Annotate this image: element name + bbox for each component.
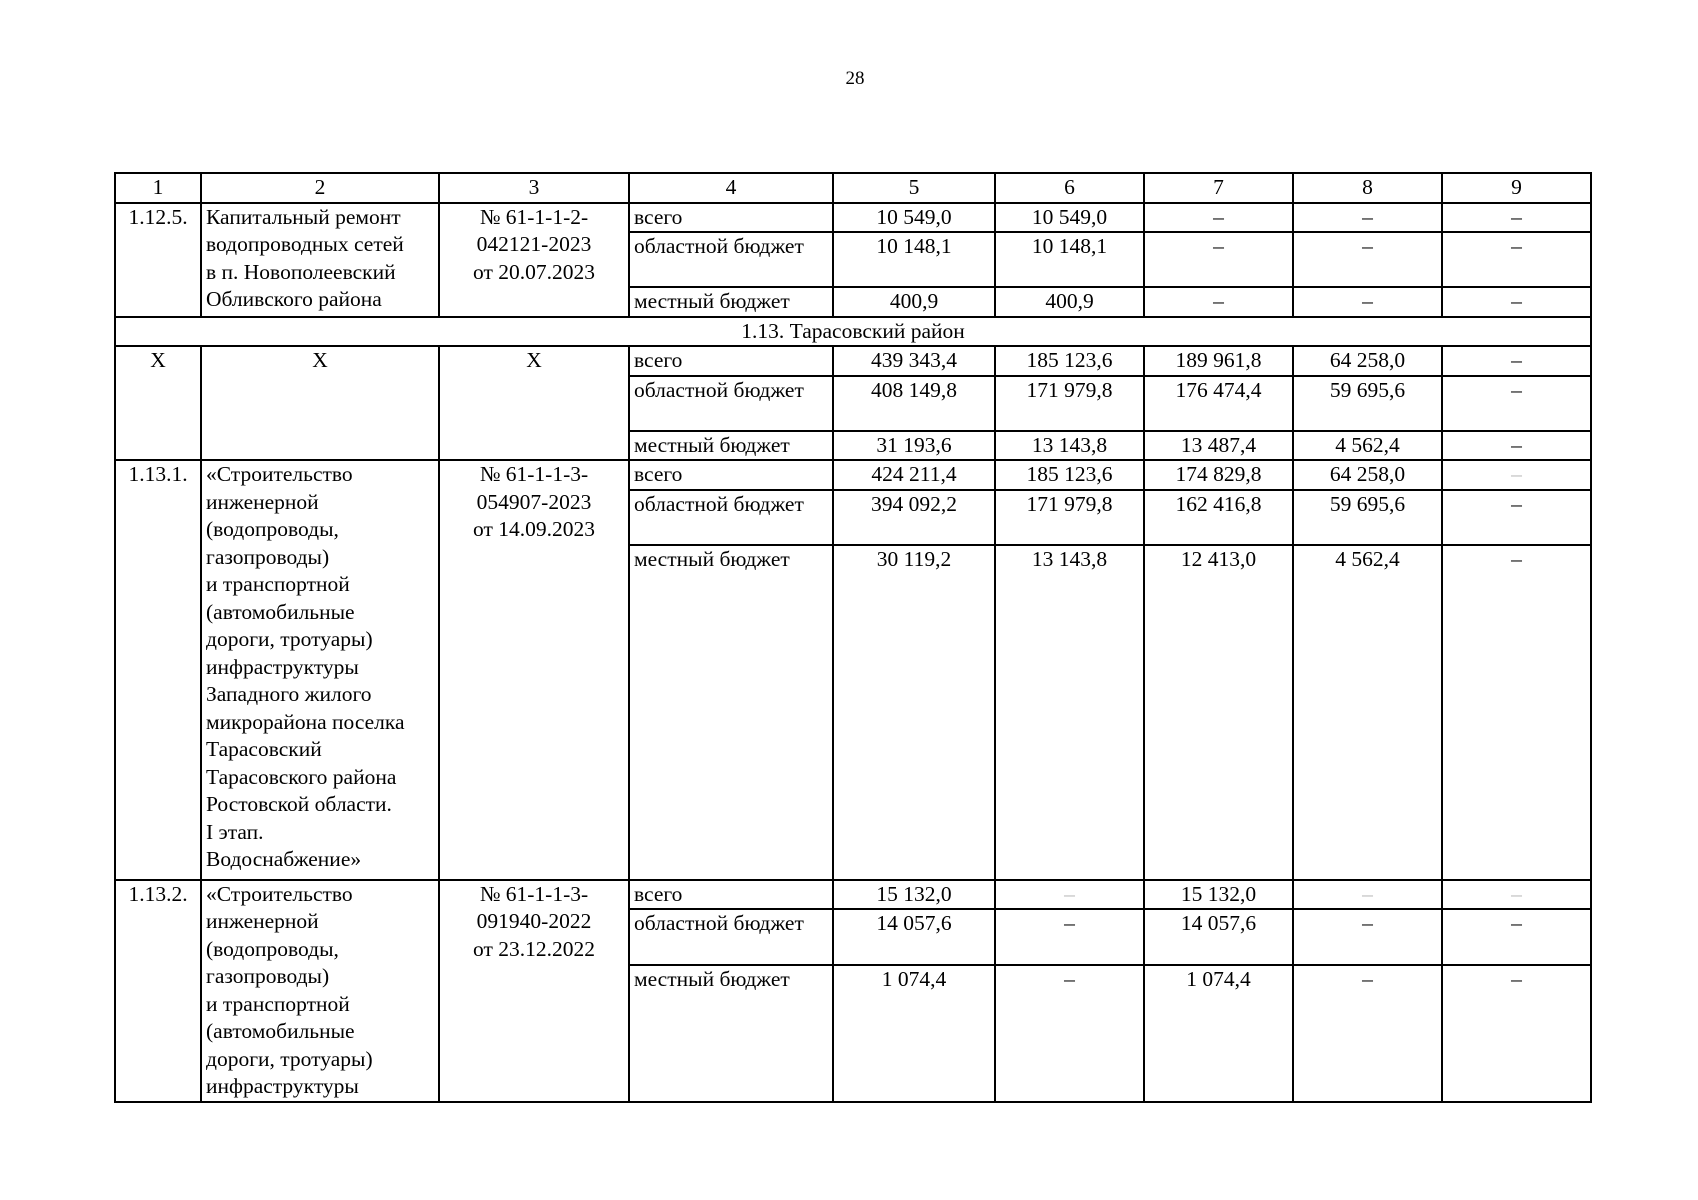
funding-source-label: местный бюджет — [629, 287, 833, 317]
item-name — [201, 346, 439, 460]
funding-source-label: областной бюджет — [629, 909, 833, 964]
amount-cell: 162 416,8 — [1144, 490, 1293, 545]
amount-cell: 4 562,4 — [1293, 431, 1442, 461]
amount-cell: 4 562,4 — [1293, 545, 1442, 880]
amount-cell: 185 123,6 — [995, 460, 1144, 490]
amount-cell: – — [1144, 232, 1293, 287]
amount-cell: 15 132,0 — [833, 880, 995, 910]
funding-source-label: областной бюджет — [629, 376, 833, 431]
item-name — [201, 203, 439, 317]
amount-cell: – — [1442, 376, 1591, 431]
amount-cell: 14 057,6 — [1144, 909, 1293, 964]
amount-cell: 15 132,0 — [1144, 880, 1293, 910]
amount-cell: 31 193,6 — [833, 431, 995, 461]
item-number: 1.13.1. — [115, 460, 201, 880]
amount-cell: 59 695,6 — [1293, 490, 1442, 545]
amount-cell: 394 092,2 — [833, 490, 995, 545]
amount-cell: – — [1144, 203, 1293, 233]
column-number-9: 9 — [1442, 173, 1591, 203]
item-name-line: Тарасовский — [206, 737, 322, 761]
column-number-4: 4 — [629, 173, 833, 203]
budget-table — [114, 172, 1592, 1103]
item-number: 1.12.5. — [115, 203, 201, 317]
item-name-line: и транспортной — [206, 572, 350, 596]
document-number-line: № 61-1-1-3- — [479, 881, 589, 906]
amount-cell: 400,9 — [995, 287, 1144, 317]
amount-cell: 14 057,6 — [833, 909, 995, 964]
funding-source-label: местный бюджет — [629, 431, 833, 461]
item-name — [201, 460, 439, 880]
amount-cell: 408 149,8 — [833, 376, 995, 431]
document-number-line: 091940-2022 — [476, 909, 592, 933]
amount-cell: 64 258,0 — [1293, 346, 1442, 376]
amount-cell: 64 258,0 — [1293, 460, 1442, 490]
funding-source-label: всего — [629, 346, 833, 376]
section-row — [115, 317, 1591, 347]
column-number-5: 5 — [833, 173, 995, 203]
amount-cell: – — [1442, 460, 1591, 490]
funding-source-label: местный бюджет — [629, 965, 833, 1102]
document-number-line: 054907-2023 — [476, 489, 592, 514]
column-number-8: 8 — [1293, 173, 1442, 203]
item-name-line: дороги, тротуары) — [206, 627, 373, 651]
amount-cell: 171 979,8 — [995, 490, 1144, 545]
amount-cell: – — [995, 965, 1144, 1102]
funding-source-label: всего — [629, 880, 833, 910]
amount-cell: – — [1293, 232, 1442, 287]
header-row — [115, 173, 1591, 203]
amount-cell: – — [1442, 545, 1591, 880]
item-name-line: (водопроводы, — [206, 936, 339, 961]
document-number-line: № 61-1-1-2- — [479, 204, 589, 229]
item-name-line: микрорайона поселка — [206, 709, 405, 734]
amount-cell: 59 695,6 — [1293, 376, 1442, 431]
document-number — [439, 460, 629, 880]
item-number: 1.13.2. — [115, 880, 201, 1102]
document-number-line: № 61-1-1-3- — [479, 462, 589, 486]
item-name-line: (автомобильные — [206, 599, 355, 624]
amount-cell: 30 119,2 — [833, 545, 995, 880]
amount-cell: – — [1442, 490, 1591, 545]
amount-cell: 439 343,4 — [833, 346, 995, 376]
section-title: 1.13. Тарасовский район — [115, 317, 1591, 347]
item-name-line: (водопроводы, — [206, 517, 339, 541]
document-number-line: Х — [526, 348, 542, 372]
amount-cell: 10 148,1 — [833, 232, 995, 287]
amount-cell: – — [1442, 880, 1591, 910]
document-number — [439, 880, 629, 1102]
item-name-line: газопроводы) — [206, 964, 330, 988]
item-name-line: Ростовской области. — [206, 792, 392, 816]
item-name-line: I этап. — [206, 819, 264, 844]
amount-cell: – — [1442, 965, 1591, 1102]
amount-cell: – — [1293, 965, 1442, 1102]
funding-source-label: областной бюджет — [629, 490, 833, 545]
item-name-line: дороги, тротуары) — [206, 1046, 373, 1071]
table-row — [115, 460, 1591, 490]
amount-cell: 10 549,0 — [995, 203, 1144, 233]
item-name-line: (автомобильные — [206, 1019, 355, 1043]
amount-cell: – — [1442, 287, 1591, 317]
item-name-line: Обливского района — [206, 287, 382, 311]
document-number-line: от 23.12.2022 — [473, 936, 595, 961]
funding-source-label: местный бюджет — [629, 545, 833, 880]
item-name — [201, 880, 439, 1102]
amount-cell: – — [995, 880, 1144, 910]
column-number-3: 3 — [439, 173, 629, 203]
column-number-6: 6 — [995, 173, 1144, 203]
amount-cell: 13 143,8 — [995, 545, 1144, 880]
item-name-line: Х — [312, 348, 328, 372]
amount-cell: 189 961,8 — [1144, 346, 1293, 376]
item-name-line: инженерной — [206, 489, 319, 514]
funding-source-label: всего — [629, 203, 833, 233]
document-number-line: от 14.09.2023 — [473, 517, 595, 541]
amount-cell: 10 148,1 — [995, 232, 1144, 287]
document-number — [439, 346, 629, 460]
item-name-line: инфраструктуры — [206, 1074, 359, 1098]
amount-cell: 424 211,4 — [833, 460, 995, 490]
amount-cell: – — [1293, 880, 1442, 910]
item-name-line: «Строительство — [206, 881, 353, 906]
funding-source-label: областной бюджет — [629, 232, 833, 287]
amount-cell: – — [1144, 287, 1293, 317]
item-name-line: водопроводных сетей — [206, 232, 404, 256]
item-name-line: в п. Новополеевский — [206, 259, 396, 284]
table-row — [115, 346, 1591, 376]
amount-cell: – — [1293, 287, 1442, 317]
amount-cell: 1 074,4 — [1144, 965, 1293, 1102]
funding-source-label: всего — [629, 460, 833, 490]
amount-cell: 10 549,0 — [833, 203, 995, 233]
amount-cell: 174 829,8 — [1144, 460, 1293, 490]
amount-cell: – — [995, 909, 1144, 964]
amount-cell: – — [1442, 431, 1591, 461]
table-row — [115, 880, 1591, 910]
item-name-line: газопроводы) — [206, 544, 330, 569]
amount-cell: 1 074,4 — [833, 965, 995, 1102]
item-number: Х — [115, 346, 201, 460]
table-row — [115, 203, 1591, 233]
amount-cell: 400,9 — [833, 287, 995, 317]
amount-cell: 12 413,0 — [1144, 545, 1293, 880]
amount-cell: – — [1293, 909, 1442, 964]
item-name-line: Тарасовского района — [206, 764, 397, 789]
column-number-7: 7 — [1144, 173, 1293, 203]
page-number: 28 — [845, 68, 865, 89]
amount-cell: 171 979,8 — [995, 376, 1144, 431]
amount-cell: 13 143,8 — [995, 431, 1144, 461]
amount-cell: – — [1442, 203, 1591, 233]
item-name-line: и транспортной — [206, 991, 350, 1016]
item-name-line: Западного жилого — [206, 682, 372, 706]
document-number-line: 042121-2023 — [476, 232, 592, 256]
item-name-line: Водоснабжение» — [206, 847, 362, 871]
amount-cell: – — [1442, 346, 1591, 376]
amount-cell: 176 474,4 — [1144, 376, 1293, 431]
amount-cell: – — [1442, 909, 1591, 964]
column-number-1: 1 — [115, 173, 201, 203]
document-number — [439, 203, 629, 317]
item-name-line: инфраструктуры — [206, 654, 359, 679]
amount-cell: – — [1293, 203, 1442, 233]
column-number-2: 2 — [201, 173, 439, 203]
item-name-line: инженерной — [206, 909, 319, 933]
amount-cell: – — [1442, 232, 1591, 287]
amount-cell: 13 487,4 — [1144, 431, 1293, 461]
amount-cell: 185 123,6 — [995, 346, 1144, 376]
item-name-line: «Строительство — [206, 462, 353, 486]
document-number-line: от 20.07.2023 — [473, 259, 595, 284]
item-name-line: Капитальный ремонт — [206, 204, 401, 229]
